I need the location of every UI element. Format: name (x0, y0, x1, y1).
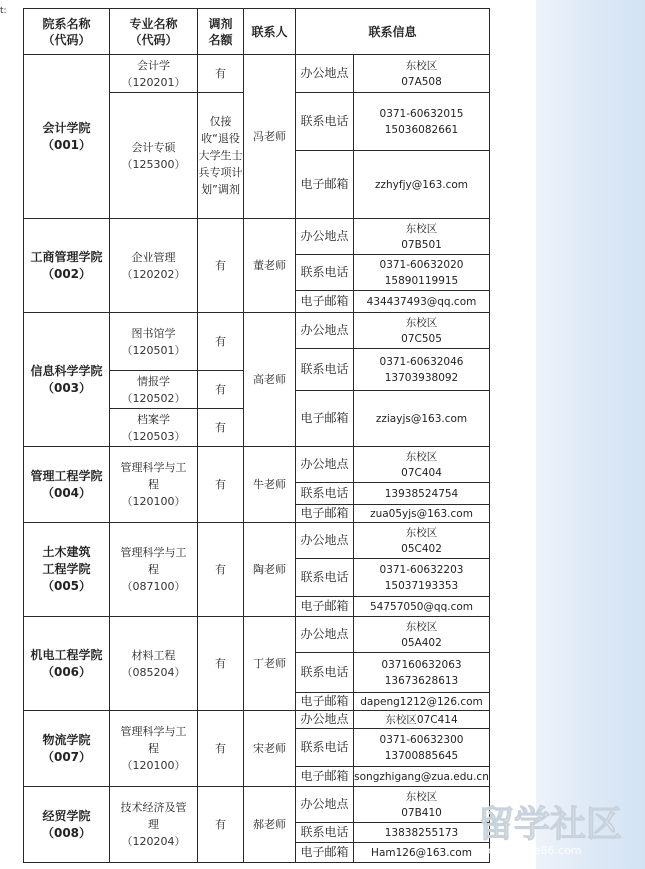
office-line: 东校区 (405, 222, 438, 235)
college-name-line: 会计学院 (42, 120, 91, 135)
office-value (354, 55, 490, 93)
major-name-line: 材料工程 (131, 648, 176, 662)
email-value: zzhyfjy@163.com (354, 151, 490, 219)
college-name (24, 55, 110, 219)
label-office: 办公地点 (296, 523, 354, 559)
quota-line: 有 (215, 478, 226, 491)
phone-line: 15036082661 (384, 123, 459, 136)
contact-person: 牛老师 (244, 447, 296, 523)
college-name-line: 物流学院 (42, 732, 91, 747)
watermark-logo (470, 790, 640, 860)
watermark-text: 留学社区 (478, 804, 623, 845)
quota-cell (198, 93, 244, 219)
quota-line: 有 (215, 563, 226, 576)
major-code: （120501） (121, 343, 186, 357)
college-name-line: 经贸学院 (42, 808, 91, 823)
office-value (354, 447, 490, 483)
phone-value (354, 483, 490, 505)
table-row (24, 219, 490, 255)
label-office: 办公地点 (296, 447, 354, 483)
quota-cell (198, 447, 244, 523)
phone-line: 15890119915 (384, 274, 459, 287)
quota-cell (198, 523, 244, 617)
major-code: （120201） (121, 75, 186, 89)
college-name (24, 219, 110, 313)
table-row (24, 447, 490, 483)
phone-line: 0371-60632203 (379, 563, 464, 576)
major-name-line: 程 (148, 563, 159, 576)
phone-value (354, 255, 490, 291)
quota-line: 有 (215, 259, 226, 272)
college-name-line: 工商管理学院 (30, 249, 103, 264)
label-email: 电子邮箱 (296, 291, 354, 313)
college-name (24, 523, 110, 617)
table-row (24, 617, 490, 653)
email-value: songzhigang@zua.edu.cn (354, 767, 490, 787)
email-value: dapeng1212@126.com (354, 693, 490, 711)
office-line: 05C402 (401, 542, 442, 555)
quota-cell (198, 787, 244, 863)
major-code: （120202） (121, 267, 186, 281)
major-name (110, 219, 198, 313)
quota-line: 有 (215, 818, 226, 831)
quota-line: 有 (215, 67, 226, 80)
email-value: Ham126@163.com (354, 843, 490, 863)
quota-cell (198, 617, 244, 711)
quota-line: 收“退 (201, 132, 229, 145)
major-code: （125300） (121, 157, 186, 171)
label-office: 办公地点 (296, 219, 354, 255)
college-code: （002） (41, 266, 92, 281)
major-name-line: 程 (148, 742, 159, 755)
header-quota-line: 名额 (208, 32, 233, 47)
office-line: 东校区 (405, 526, 438, 539)
header-info: 联系信息 (296, 9, 490, 55)
quota-line: 划”调 (201, 183, 229, 196)
page-side-gradient (536, 0, 645, 869)
email-value: 434437493@qq.com (354, 291, 490, 313)
quota-line: 剂 (228, 183, 240, 196)
office-line: 07B410 (401, 806, 442, 819)
phone-line: 13673628613 (384, 674, 459, 687)
office-line: 07B501 (401, 238, 442, 251)
adjustment-contact-table (23, 8, 490, 863)
email-value: zua05yjs@163.com (354, 505, 490, 523)
contact-person: 宋老师 (244, 711, 296, 787)
major-code: （120503） (121, 429, 186, 443)
label-office: 办公地点 (296, 55, 354, 93)
label-email: 电子邮箱 (296, 505, 354, 523)
office-line: 东校区 (405, 59, 438, 72)
label-phone: 联系电话 (296, 823, 354, 843)
header-major (110, 9, 198, 55)
major-name-line: 管理科学与工 (120, 546, 187, 559)
label-phone: 联系电话 (296, 559, 354, 597)
quota-cell (198, 55, 244, 93)
college-code: （005） (41, 579, 92, 593)
label-email: 电子邮箱 (296, 843, 354, 863)
phone-line: 13938524754 (384, 487, 459, 500)
college-code: （006） (41, 664, 92, 679)
major-name-line: 管理科学与工 (120, 725, 187, 738)
header-college-line: 院系名称 (42, 16, 91, 31)
label-phone: 联系电话 (296, 349, 354, 391)
office-line: 07C404 (401, 466, 442, 479)
table-row (24, 711, 490, 729)
major-name-line: 会计学 (137, 58, 170, 72)
table-row (24, 55, 490, 93)
label-email: 电子邮箱 (296, 151, 354, 219)
header-quota (198, 9, 244, 55)
major-name (110, 711, 198, 787)
label-phone: 联系电话 (296, 729, 354, 767)
office-line: 07A508 (401, 75, 442, 88)
major-name (110, 447, 198, 523)
office-line: 东校区07C414 (385, 713, 458, 726)
office-value (354, 523, 490, 559)
major-name-line: 企业管理 (131, 250, 176, 264)
contact-person: 高老师 (244, 313, 296, 447)
contact-person: 陶老师 (244, 523, 296, 617)
office-line: 05A402 (401, 636, 442, 649)
table-body (24, 55, 490, 863)
label-office: 办公地点 (296, 313, 354, 349)
contact-person: 丁老师 (244, 617, 296, 711)
label-phone: 联系电话 (296, 93, 354, 151)
college-code: （001） (41, 137, 92, 152)
major-name (110, 617, 198, 711)
phone-value (354, 93, 490, 151)
major-name-line: 技术经济及管 (120, 801, 187, 814)
major-name-line: 会计专硕 (131, 140, 176, 154)
college-code: （004） (41, 485, 92, 500)
college-code: （003） (41, 380, 92, 395)
label-email: 电子邮箱 (296, 597, 354, 617)
quota-line: 有 (215, 383, 226, 396)
quota-line: 有 (215, 657, 226, 670)
phone-line: 13838255173 (384, 826, 459, 839)
header-quota-line: 调剂 (208, 16, 233, 31)
label-phone: 联系电话 (296, 653, 354, 693)
phone-line: 15037193353 (384, 579, 459, 592)
contact-person: 冯老师 (244, 55, 296, 219)
quota-line: 有 (215, 335, 226, 348)
office-value (354, 219, 490, 255)
college-code: （008） (41, 825, 92, 840)
quota-cell (198, 371, 244, 409)
major-name (110, 93, 198, 219)
major-code: （120100） (121, 759, 186, 772)
header-college (24, 9, 110, 55)
phone-value (354, 349, 490, 391)
major-name-line: 管理科学与工 (120, 461, 187, 474)
college-name (24, 447, 110, 523)
major-name-line: 理 (148, 818, 159, 831)
office-line: 东校区 (405, 790, 438, 803)
phone-line: 13703938092 (384, 371, 459, 384)
phone-value (354, 559, 490, 597)
label-office: 办公地点 (296, 787, 354, 823)
phone-line: 037160632063 (381, 658, 462, 671)
office-value (354, 711, 490, 729)
major-code: （120502） (121, 391, 186, 405)
quota-cell (198, 313, 244, 371)
quota-line: 有 (215, 421, 226, 434)
quota-line: 专项计 (209, 166, 243, 179)
quota-line: 仅接 (209, 115, 232, 128)
table-row (24, 787, 490, 823)
quota-line: 役大学 (198, 132, 240, 162)
college-name-line: 管理工程学院 (30, 468, 103, 483)
phone-line: 0371-60632015 (379, 107, 464, 120)
header-row (24, 9, 490, 55)
office-line: 东校区 (405, 620, 438, 633)
header-major-line: 专业名称 (129, 16, 178, 31)
major-name (110, 523, 198, 617)
header-contact: 联系人 (244, 9, 296, 55)
major-name-line: 程 (148, 478, 159, 491)
college-name-line: 信息科学学院 (30, 363, 103, 378)
major-name (110, 409, 198, 447)
college-code: （007） (41, 749, 92, 764)
office-value (354, 617, 490, 653)
contact-person: 郝老师 (244, 787, 296, 863)
major-name (110, 55, 198, 93)
label-office: 办公地点 (296, 617, 354, 653)
major-code: （085204） (121, 665, 186, 679)
label-office: 办公地点 (296, 711, 354, 729)
label-email: 电子邮箱 (296, 391, 354, 447)
quota-line: 生士兵 (198, 149, 243, 179)
college-name-line: 工程学院 (42, 562, 91, 576)
label-email: 电子邮箱 (296, 767, 354, 787)
major-name (110, 787, 198, 863)
college-name-line: 土木建筑 (42, 545, 91, 559)
label-email: 电子邮箱 (296, 693, 354, 711)
major-code: （087100） (121, 580, 186, 593)
quota-cell (198, 409, 244, 447)
phone-line: 0371-60632300 (379, 733, 464, 746)
college-name (24, 313, 110, 447)
quota-line: 有 (215, 742, 226, 755)
label-phone: 联系电话 (296, 255, 354, 291)
office-line: 东校区 (405, 450, 438, 463)
corner-mark: t: (0, 6, 7, 16)
phone-line: 0371-60632020 (379, 258, 464, 271)
phone-line: 0371-60632046 (379, 355, 464, 368)
office-value (354, 313, 490, 349)
office-line: 07C505 (401, 332, 442, 345)
label-phone: 联系电话 (296, 483, 354, 505)
major-name-line: 档案学 (137, 412, 170, 426)
quota-cell (198, 219, 244, 313)
email-value: zziayjs@163.com (354, 391, 490, 447)
college-name (24, 617, 110, 711)
college-name (24, 711, 110, 787)
header-major-line: （代码） (129, 32, 178, 47)
college-name (24, 787, 110, 863)
office-line: 东校区 (405, 316, 438, 329)
major-code: （120204） (121, 835, 186, 848)
phone-value (354, 653, 490, 693)
major-name (110, 313, 198, 371)
phone-line: 13700885645 (384, 749, 459, 762)
contact-person: 董老师 (244, 219, 296, 313)
email-value: 54757050@qq.com (354, 597, 490, 617)
college-name-line: 机电工程学院 (30, 647, 103, 662)
major-name-line: 图书馆学 (131, 326, 176, 340)
major-name-line: 情报学 (137, 374, 170, 388)
header-college-line: （代码） (42, 32, 91, 47)
quota-cell (198, 711, 244, 787)
watermark-url: bbs.liuxue86.com (484, 844, 582, 857)
table-row (24, 523, 490, 559)
major-name (110, 371, 198, 409)
phone-value (354, 729, 490, 767)
table-row (24, 313, 490, 349)
major-code: （120100） (121, 495, 186, 508)
